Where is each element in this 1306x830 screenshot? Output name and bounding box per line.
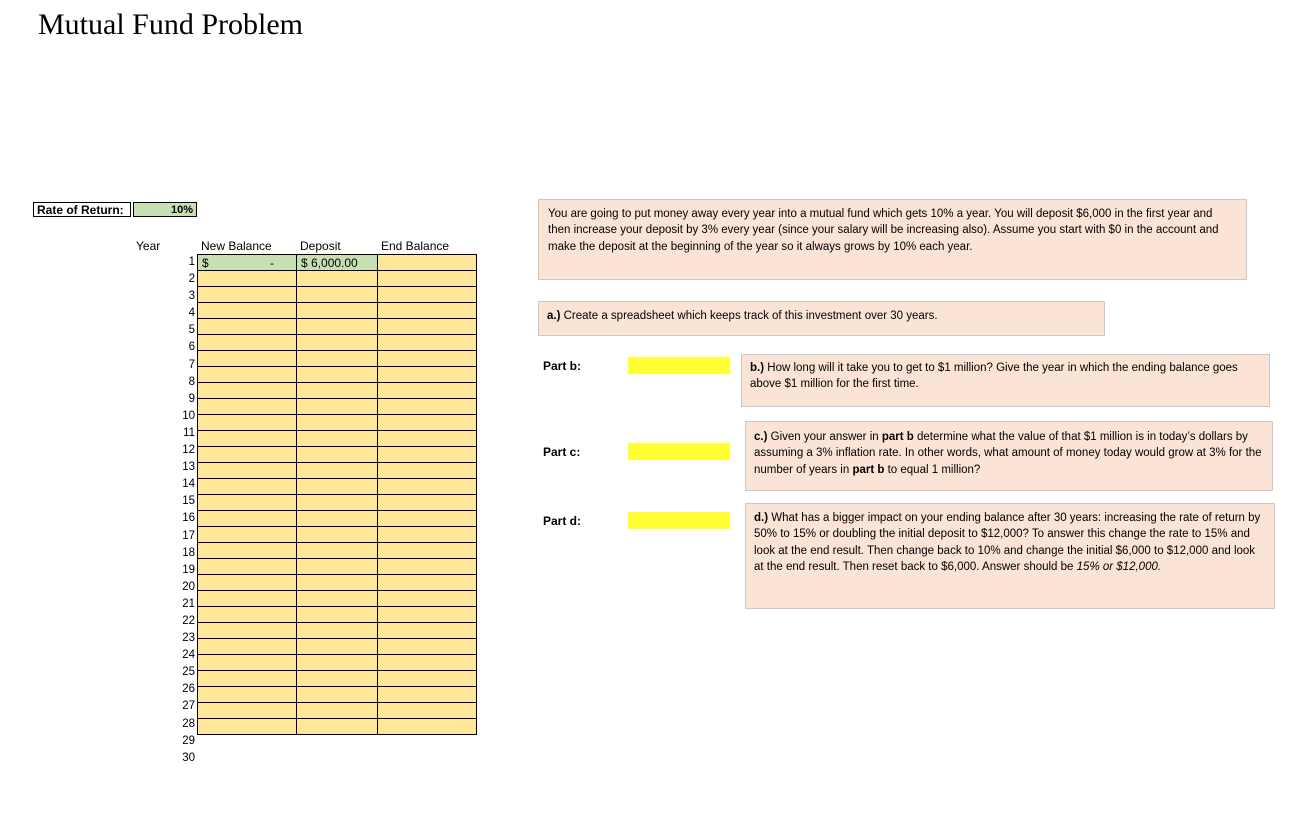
table-row xyxy=(198,703,477,719)
deposit-cell[interactable] xyxy=(297,415,378,431)
end-balance-cell[interactable] xyxy=(378,415,477,431)
end-balance-cell[interactable] xyxy=(378,623,477,639)
end-balance-cell[interactable] xyxy=(378,399,477,415)
end-balance-cell[interactable] xyxy=(378,255,477,271)
deposit-cell[interactable] xyxy=(297,431,378,447)
table-row xyxy=(198,655,477,671)
end-balance-cell[interactable] xyxy=(378,367,477,383)
new-balance-cell[interactable] xyxy=(198,639,297,655)
part-c-answer-cell[interactable] xyxy=(628,443,730,460)
table-row xyxy=(198,527,477,543)
part-b-label: Part b: xyxy=(543,359,582,373)
year-number: 13 xyxy=(182,461,195,474)
part-b-answer-cell[interactable] xyxy=(628,357,730,374)
end-balance-cell[interactable] xyxy=(378,671,477,687)
year-number: 2 xyxy=(188,273,195,286)
table-row xyxy=(198,559,477,575)
part-c-prefix: c.) xyxy=(754,431,768,443)
table-row xyxy=(198,431,477,447)
year-number: 25 xyxy=(182,666,195,679)
year-number: 22 xyxy=(182,614,195,627)
table-row xyxy=(198,399,477,415)
year-number: 23 xyxy=(182,632,195,645)
deposit-cell[interactable] xyxy=(297,591,378,607)
header-new-balance: New Balance xyxy=(201,239,272,253)
year-column xyxy=(160,254,195,767)
part-d-box xyxy=(745,503,1275,609)
header-deposit: Deposit xyxy=(300,239,341,253)
intro-box xyxy=(538,199,1247,280)
year-number: 29 xyxy=(182,734,195,747)
deposit-cell[interactable] xyxy=(297,575,378,591)
table-row xyxy=(198,719,477,735)
new-balance-cell[interactable] xyxy=(198,351,297,367)
header-year: Year xyxy=(136,239,161,253)
table-row xyxy=(198,463,477,479)
part-c-text-3: to equal 1 million? xyxy=(887,463,981,476)
new-balance-cell[interactable] xyxy=(198,591,297,607)
year-number: 24 xyxy=(182,649,195,662)
year-number: 12 xyxy=(182,444,195,457)
new-balance-cell[interactable] xyxy=(198,655,297,671)
year-number: 17 xyxy=(182,529,195,542)
part-c-text-1: Given your answer in xyxy=(770,431,879,443)
table-row xyxy=(198,335,477,351)
table-row xyxy=(198,271,477,287)
deposit-cell[interactable] xyxy=(297,655,378,671)
part-a-text: Create a spreadsheet which keeps track of this investment over 30 years. xyxy=(563,310,938,322)
end-balance-cell[interactable] xyxy=(378,495,477,511)
deposit-cell[interactable] xyxy=(297,623,378,639)
deposit-cell[interactable] xyxy=(297,527,378,543)
end-balance-cell[interactable] xyxy=(378,639,477,655)
end-balance-cell[interactable] xyxy=(378,383,477,399)
header-end-balance: End Balance xyxy=(381,239,450,253)
year-number: 16 xyxy=(182,512,195,525)
deposit-cell[interactable] xyxy=(297,351,378,367)
part-c-text-2: determine what the value of that $1 million is in today’s dollars by assuming a 3% inflation rate. In other words, what amount of money today would grow at 3% for the number of years in xyxy=(754,431,1262,476)
table-row xyxy=(198,255,477,271)
new-balance-cell[interactable] xyxy=(198,367,297,383)
new-balance-cell[interactable] xyxy=(198,319,297,335)
table-row xyxy=(198,383,477,399)
table-row xyxy=(198,543,477,559)
new-balance-cell[interactable] xyxy=(198,559,297,575)
end-balance-cell[interactable] xyxy=(378,479,477,495)
deposit-cell[interactable] xyxy=(297,335,378,351)
year-number: 21 xyxy=(182,597,195,610)
part-b-box xyxy=(741,354,1270,407)
new-balance-cell[interactable] xyxy=(198,255,297,271)
end-balance-cell[interactable] xyxy=(378,527,477,543)
rate-value-cell[interactable]: 10% xyxy=(133,202,197,217)
part-a-box xyxy=(538,301,1105,336)
year-number: 8 xyxy=(188,375,195,388)
deposit-cell[interactable] xyxy=(297,303,378,319)
new-balance-cell[interactable] xyxy=(198,271,297,287)
end-balance-cell[interactable] xyxy=(378,543,477,559)
rate-label: Rate of Return: xyxy=(33,202,131,217)
new-balance-cell[interactable] xyxy=(198,463,297,479)
deposit-cell[interactable] xyxy=(297,495,378,511)
deposit-cell[interactable] xyxy=(297,607,378,623)
part-c-bold-1: part b xyxy=(881,431,914,443)
deposit-cell[interactable] xyxy=(297,511,378,527)
year-number: 5 xyxy=(188,324,195,337)
end-balance-cell[interactable] xyxy=(378,351,477,367)
year-number: 18 xyxy=(182,546,195,559)
table-row xyxy=(198,287,477,303)
new-balance-cell[interactable] xyxy=(198,687,297,703)
intro-text: You are going to put money away every year into a mutual fund which gets 10% a year. You will deposit $6,000 in the first year and then increase your deposit by 3% every year (since your salary will be increasing also). Assume you start with $0 in the account and make the deposit at the beginning of the year so it always grows by 10% each year. xyxy=(548,208,1219,253)
new-balance-cell[interactable] xyxy=(198,623,297,639)
end-balance-cell[interactable] xyxy=(378,655,477,671)
new-balance-cell[interactable] xyxy=(198,383,297,399)
deposit-cell[interactable] xyxy=(297,271,378,287)
new-balance-cell[interactable] xyxy=(198,431,297,447)
year-number: 4 xyxy=(188,307,195,320)
deposit-cell[interactable] xyxy=(297,319,378,335)
end-balance-cell[interactable] xyxy=(378,703,477,719)
new-balance-cell[interactable] xyxy=(198,719,297,735)
table-row xyxy=(198,447,477,463)
table-row xyxy=(198,303,477,319)
new-balance-cell[interactable] xyxy=(198,575,297,591)
part-d-prefix: d.) xyxy=(754,512,769,524)
year-number: 26 xyxy=(182,683,195,696)
year-number: 6 xyxy=(188,341,195,354)
table-row xyxy=(198,511,477,527)
deposit-cell[interactable] xyxy=(297,543,378,559)
year-number: 3 xyxy=(188,290,195,303)
year-number: 30 xyxy=(182,751,195,764)
page-title: Mutual Fund Problem xyxy=(38,8,304,41)
investment-table xyxy=(197,254,477,735)
new-balance-cell[interactable] xyxy=(198,447,297,463)
new-balance-cell[interactable] xyxy=(198,527,297,543)
end-balance-cell[interactable] xyxy=(378,607,477,623)
year-number: 9 xyxy=(188,392,195,405)
deposit-value: $ 6,000.00 xyxy=(301,255,358,270)
new-balance-cell[interactable] xyxy=(198,415,297,431)
table-row xyxy=(198,415,477,431)
new-balance-value: - xyxy=(270,255,274,270)
end-balance-cell[interactable] xyxy=(378,447,477,463)
end-balance-cell[interactable] xyxy=(378,719,477,735)
table-row xyxy=(198,367,477,383)
part-d-italic: 15% or $12,000. xyxy=(1076,561,1162,574)
year-number: 7 xyxy=(188,358,195,371)
new-balance-cell[interactable] xyxy=(198,703,297,719)
deposit-cell[interactable] xyxy=(297,479,378,495)
new-balance-cell[interactable] xyxy=(198,287,297,303)
year-number: 15 xyxy=(182,495,195,508)
end-balance-cell[interactable] xyxy=(378,287,477,303)
part-d-text: What has a bigger impact on your ending balance after 30 years: increasing the rate of return by 50% to 15% or doubling the initial deposit to $12,000? To answer this change the rate to 15% and look at the end result. Then change back to 10% and change the initial $6,000 to $12,000 and look at the end result. Then reset back to $6,000. Answer should be xyxy=(754,512,1261,574)
part-a-prefix: a.) xyxy=(547,310,561,322)
part-c-box xyxy=(745,421,1273,491)
deposit-cell[interactable] xyxy=(297,703,378,719)
deposit-cell[interactable] xyxy=(297,447,378,463)
table-row xyxy=(198,623,477,639)
year-number: 14 xyxy=(182,478,195,491)
end-balance-cell[interactable] xyxy=(378,431,477,447)
end-balance-cell[interactable] xyxy=(378,559,477,575)
table-row xyxy=(198,687,477,703)
year-number: 10 xyxy=(182,409,195,422)
end-balance-cell[interactable] xyxy=(378,271,477,287)
end-balance-cell[interactable] xyxy=(378,575,477,591)
year-number: 19 xyxy=(182,563,195,576)
deposit-cell[interactable] xyxy=(297,399,378,415)
year-number: 1 xyxy=(188,256,195,268)
part-c-label: Part c: xyxy=(543,445,581,459)
year-number: 28 xyxy=(182,717,195,730)
year-number: 20 xyxy=(182,580,195,593)
table-row xyxy=(198,495,477,511)
deposit-cell[interactable] xyxy=(297,639,378,655)
new-balance-cell[interactable] xyxy=(198,607,297,623)
part-d-answer-cell[interactable] xyxy=(628,512,730,529)
deposit-cell[interactable] xyxy=(297,687,378,703)
table-row xyxy=(198,575,477,591)
end-balance-cell[interactable] xyxy=(378,511,477,527)
currency-symbol: $ xyxy=(202,255,209,270)
table-row xyxy=(198,607,477,623)
end-balance-cell[interactable] xyxy=(378,463,477,479)
end-balance-cell[interactable] xyxy=(378,335,477,351)
part-b-prefix: b.) xyxy=(750,362,765,374)
end-balance-cell[interactable] xyxy=(378,319,477,335)
deposit-cell[interactable] xyxy=(297,463,378,479)
table-row xyxy=(198,319,477,335)
new-balance-cell[interactable] xyxy=(198,671,297,687)
new-balance-cell[interactable] xyxy=(198,495,297,511)
end-balance-cell[interactable] xyxy=(378,303,477,319)
deposit-cell[interactable] xyxy=(297,367,378,383)
new-balance-cell[interactable] xyxy=(198,479,297,495)
deposit-cell[interactable] xyxy=(297,559,378,575)
end-balance-cell[interactable] xyxy=(378,687,477,703)
table-row xyxy=(198,671,477,687)
deposit-cell[interactable] xyxy=(297,719,378,735)
table-row xyxy=(198,591,477,607)
new-balance-cell[interactable] xyxy=(198,399,297,415)
year-number: 11 xyxy=(183,426,195,439)
table-row xyxy=(198,479,477,495)
new-balance-cell[interactable] xyxy=(198,335,297,351)
year-number: 27 xyxy=(182,700,195,713)
deposit-cell[interactable] xyxy=(297,255,378,271)
new-balance-cell[interactable] xyxy=(198,303,297,319)
end-balance-cell[interactable] xyxy=(378,591,477,607)
new-balance-cell[interactable] xyxy=(198,511,297,527)
new-balance-cell[interactable] xyxy=(198,543,297,559)
part-b-text: How long will it take you to get to $1 million? Give the year in which the ending balance goes above $1 million for the first time. xyxy=(750,362,1238,391)
table-row xyxy=(198,639,477,655)
table-row xyxy=(198,351,477,367)
deposit-cell[interactable] xyxy=(297,287,378,303)
deposit-cell[interactable] xyxy=(297,671,378,687)
part-c-bold-2: part b xyxy=(852,463,885,476)
deposit-cell[interactable] xyxy=(297,383,378,399)
part-d-label: Part d: xyxy=(543,514,582,528)
